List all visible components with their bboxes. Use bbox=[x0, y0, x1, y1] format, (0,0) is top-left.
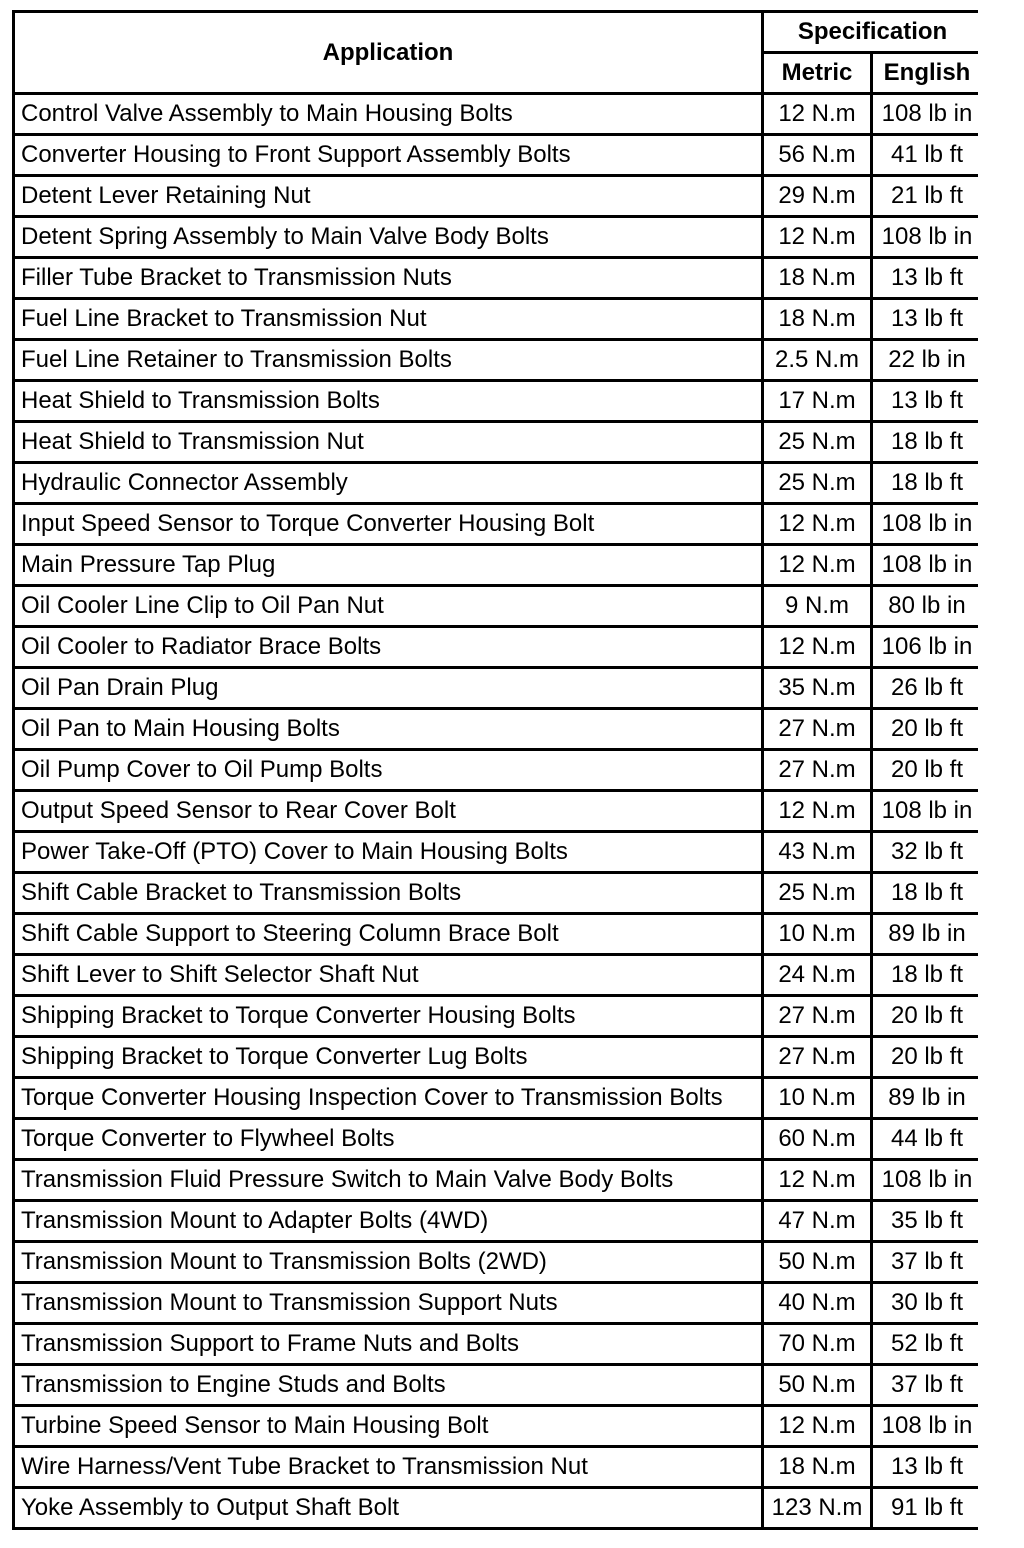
english-cell: 26 lb ft bbox=[873, 669, 981, 707]
metric-cell: 70 N.m bbox=[764, 1325, 870, 1363]
metric-cell: 18 N.m bbox=[764, 1448, 870, 1486]
application-cell: Torque Converter to Flywheel Bolts bbox=[15, 1120, 761, 1158]
metric-cell: 27 N.m bbox=[764, 710, 870, 748]
english-cell: 44 lb ft bbox=[873, 1120, 981, 1158]
metric-cell: 10 N.m bbox=[764, 1079, 870, 1117]
metric-cell: 40 N.m bbox=[764, 1284, 870, 1322]
metric-cell: 27 N.m bbox=[764, 751, 870, 789]
application-cell: Yoke Assembly to Output Shaft Bolt bbox=[15, 1489, 761, 1527]
english-cell: 37 lb ft bbox=[873, 1243, 981, 1281]
english-cell: 37 lb ft bbox=[873, 1366, 981, 1404]
application-cell: Power Take-Off (PTO) Cover to Main Housing Bolts bbox=[15, 833, 761, 871]
english-cell: 18 lb ft bbox=[873, 464, 981, 502]
english-cell: 89 lb in bbox=[873, 915, 981, 953]
column-header-english: English bbox=[873, 54, 981, 92]
english-cell: 108 lb in bbox=[873, 505, 981, 543]
metric-cell: 24 N.m bbox=[764, 956, 870, 994]
metric-cell: 9 N.m bbox=[764, 587, 870, 625]
application-cell: Transmission Mount to Transmission Support Nuts bbox=[15, 1284, 761, 1322]
application-cell: Shift Cable Support to Steering Column Brace Bolt bbox=[15, 915, 761, 953]
application-cell: Shift Cable Bracket to Transmission Bolts bbox=[15, 874, 761, 912]
english-cell: 89 lb in bbox=[873, 1079, 981, 1117]
metric-cell: 2.5 N.m bbox=[764, 341, 870, 379]
english-cell: 20 lb ft bbox=[873, 710, 981, 748]
metric-cell: 123 N.m bbox=[764, 1489, 870, 1527]
english-cell: 108 lb in bbox=[873, 546, 981, 584]
application-cell: Transmission Fluid Pressure Switch to Main Valve Body Bolts bbox=[15, 1161, 761, 1199]
english-cell: 106 lb in bbox=[873, 628, 981, 666]
english-cell: 41 lb ft bbox=[873, 136, 981, 174]
english-cell: 21 lb ft bbox=[873, 177, 981, 215]
english-cell: 108 lb in bbox=[873, 792, 981, 830]
column-header-metric: Metric bbox=[764, 54, 870, 92]
english-cell: 20 lb ft bbox=[873, 997, 981, 1035]
english-cell: 52 lb ft bbox=[873, 1325, 981, 1363]
application-cell: Shift Lever to Shift Selector Shaft Nut bbox=[15, 956, 761, 994]
english-cell: 13 lb ft bbox=[873, 259, 981, 297]
metric-cell: 35 N.m bbox=[764, 669, 870, 707]
application-cell: Heat Shield to Transmission Nut bbox=[15, 423, 761, 461]
metric-cell: 27 N.m bbox=[764, 1038, 870, 1076]
metric-cell: 25 N.m bbox=[764, 423, 870, 461]
application-cell: Torque Converter Housing Inspection Cover to Transmission Bolts bbox=[15, 1079, 761, 1117]
english-cell: 108 lb in bbox=[873, 218, 981, 256]
application-cell: Shipping Bracket to Torque Converter Housing Bolts bbox=[15, 997, 761, 1035]
metric-cell: 12 N.m bbox=[764, 218, 870, 256]
metric-cell: 12 N.m bbox=[764, 792, 870, 830]
application-cell: Transmission to Engine Studs and Bolts bbox=[15, 1366, 761, 1404]
english-cell: 108 lb in bbox=[873, 95, 981, 133]
application-cell: Main Pressure Tap Plug bbox=[15, 546, 761, 584]
application-cell: Output Speed Sensor to Rear Cover Bolt bbox=[15, 792, 761, 830]
metric-cell: 25 N.m bbox=[764, 464, 870, 502]
column-header-specification: Specification bbox=[764, 13, 981, 51]
metric-cell: 12 N.m bbox=[764, 628, 870, 666]
application-cell: Transmission Mount to Adapter Bolts (4WD) bbox=[15, 1202, 761, 1240]
application-cell: Control Valve Assembly to Main Housing Bolts bbox=[15, 95, 761, 133]
application-cell: Transmission Mount to Transmission Bolts (2WD) bbox=[15, 1243, 761, 1281]
metric-cell: 10 N.m bbox=[764, 915, 870, 953]
application-cell: Wire Harness/Vent Tube Bracket to Transmission Nut bbox=[15, 1448, 761, 1486]
english-cell: 13 lb ft bbox=[873, 1448, 981, 1486]
english-cell: 20 lb ft bbox=[873, 751, 981, 789]
application-cell: Detent Spring Assembly to Main Valve Body Bolts bbox=[15, 218, 761, 256]
application-cell: Fuel Line Retainer to Transmission Bolts bbox=[15, 341, 761, 379]
application-cell: Detent Lever Retaining Nut bbox=[15, 177, 761, 215]
metric-cell: 50 N.m bbox=[764, 1243, 870, 1281]
english-cell: 32 lb ft bbox=[873, 833, 981, 871]
application-cell: Oil Pump Cover to Oil Pump Bolts bbox=[15, 751, 761, 789]
metric-cell: 50 N.m bbox=[764, 1366, 870, 1404]
english-cell: 30 lb ft bbox=[873, 1284, 981, 1322]
application-cell: Oil Pan Drain Plug bbox=[15, 669, 761, 707]
torque-spec-table bbox=[12, 10, 978, 1530]
metric-cell: 12 N.m bbox=[764, 546, 870, 584]
english-cell: 18 lb ft bbox=[873, 956, 981, 994]
application-cell: Transmission Support to Frame Nuts and Bolts bbox=[15, 1325, 761, 1363]
application-cell: Filler Tube Bracket to Transmission Nuts bbox=[15, 259, 761, 297]
english-cell: 22 lb in bbox=[873, 341, 981, 379]
metric-cell: 18 N.m bbox=[764, 300, 870, 338]
english-cell: 20 lb ft bbox=[873, 1038, 981, 1076]
application-cell: Oil Pan to Main Housing Bolts bbox=[15, 710, 761, 748]
application-cell: Hydraulic Connector Assembly bbox=[15, 464, 761, 502]
metric-cell: 12 N.m bbox=[764, 1407, 870, 1445]
english-cell: 13 lb ft bbox=[873, 382, 981, 420]
metric-cell: 47 N.m bbox=[764, 1202, 870, 1240]
application-cell: Oil Cooler Line Clip to Oil Pan Nut bbox=[15, 587, 761, 625]
application-cell: Turbine Speed Sensor to Main Housing Bolt bbox=[15, 1407, 761, 1445]
application-cell: Oil Cooler to Radiator Brace Bolts bbox=[15, 628, 761, 666]
english-cell: 35 lb ft bbox=[873, 1202, 981, 1240]
english-cell: 80 lb in bbox=[873, 587, 981, 625]
application-cell: Converter Housing to Front Support Assembly Bolts bbox=[15, 136, 761, 174]
metric-cell: 12 N.m bbox=[764, 1161, 870, 1199]
metric-cell: 25 N.m bbox=[764, 874, 870, 912]
column-header-application: Application bbox=[15, 13, 761, 92]
application-cell: Fuel Line Bracket to Transmission Nut bbox=[15, 300, 761, 338]
metric-cell: 60 N.m bbox=[764, 1120, 870, 1158]
application-cell: Shipping Bracket to Torque Converter Lug Bolts bbox=[15, 1038, 761, 1076]
english-cell: 108 lb in bbox=[873, 1407, 981, 1445]
english-cell: 13 lb ft bbox=[873, 300, 981, 338]
metric-cell: 12 N.m bbox=[764, 95, 870, 133]
english-cell: 91 lb ft bbox=[873, 1489, 981, 1527]
english-cell: 18 lb ft bbox=[873, 874, 981, 912]
application-cell: Input Speed Sensor to Torque Converter Housing Bolt bbox=[15, 505, 761, 543]
metric-cell: 27 N.m bbox=[764, 997, 870, 1035]
metric-cell: 18 N.m bbox=[764, 259, 870, 297]
metric-cell: 43 N.m bbox=[764, 833, 870, 871]
metric-cell: 56 N.m bbox=[764, 136, 870, 174]
metric-cell: 29 N.m bbox=[764, 177, 870, 215]
metric-cell: 12 N.m bbox=[764, 505, 870, 543]
metric-cell: 17 N.m bbox=[764, 382, 870, 420]
english-cell: 108 lb in bbox=[873, 1161, 981, 1199]
english-cell: 18 lb ft bbox=[873, 423, 981, 461]
application-cell: Heat Shield to Transmission Bolts bbox=[15, 382, 761, 420]
